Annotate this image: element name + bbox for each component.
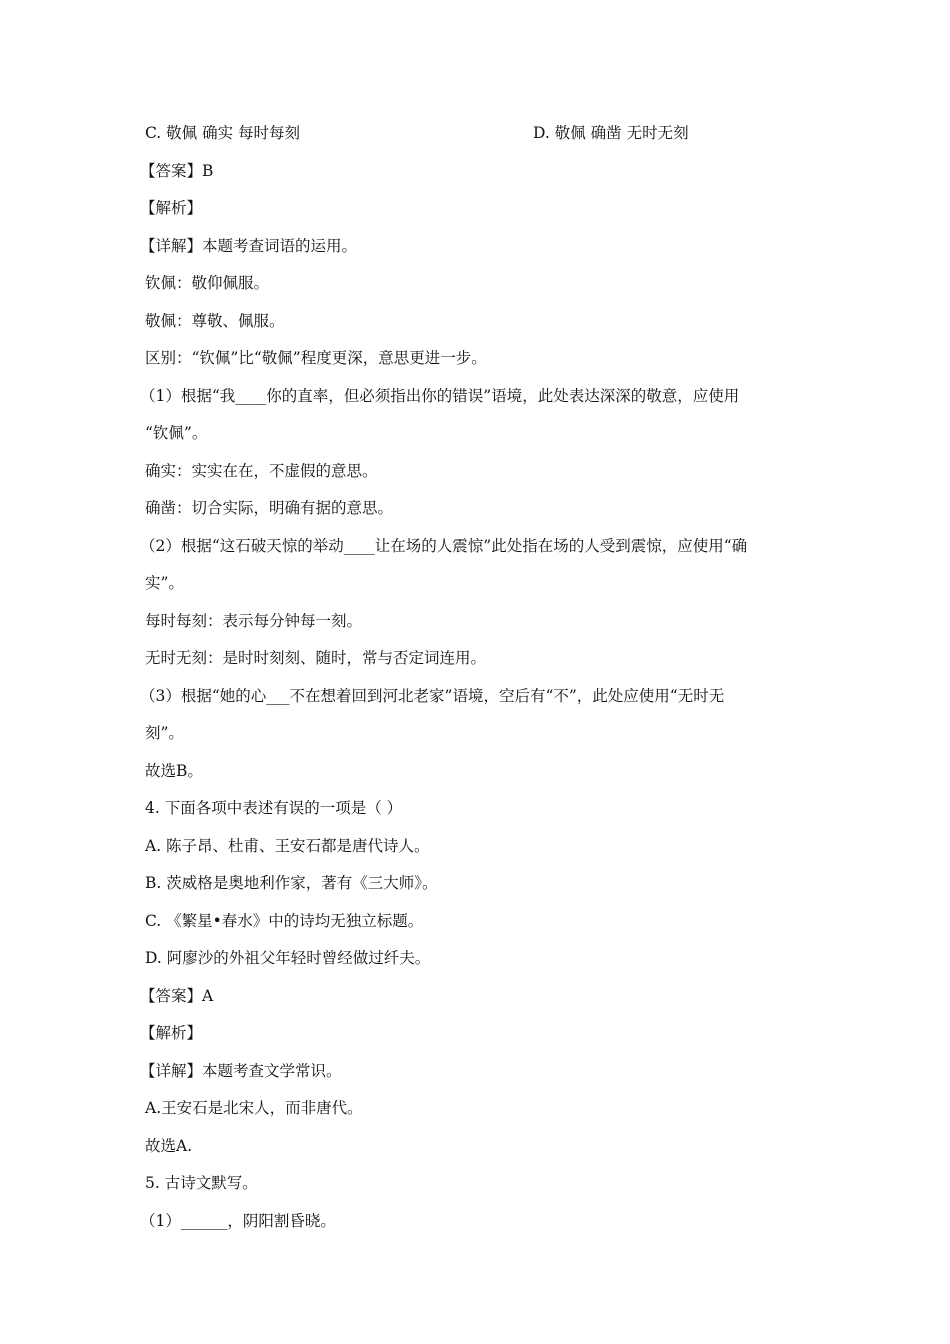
q3-answer: 【答案】B (140, 162, 214, 180)
q3-line: 区别：“钦佩”比“敬佩”程度更深，意思更进一步。 (145, 349, 487, 367)
q3-line: 确实：实实在在，不虚假的意思。 (145, 462, 378, 480)
q4-option-d: D. 阿廖沙的外祖父年轻时曾经做过纤夫。 (145, 949, 431, 967)
q4-conclusion: 故选A. (145, 1137, 193, 1155)
q3-line: （2）根据“这石破天惊的举动____让在场的人震惊”此处指在场的人受到震惊，应使用“确 (140, 537, 748, 555)
q3-analysis-label: 【解析】 (140, 199, 203, 217)
q4-option-a: A. 陈子昂、杜甫、王安石都是唐代诗人。 (145, 837, 430, 855)
q4-analysis-label: 【解析】 (140, 1024, 203, 1042)
q3-line: 敬佩：尊敬、佩服。 (145, 312, 285, 330)
q3-option-d: D. 敬佩 确凿 无时无刻 (533, 124, 689, 142)
q4-option-c: C. 《繁星•春水》中的诗均无独立标题。 (145, 912, 424, 930)
q4-option-b: B. 茨威格是奥地利作家，著有《三大师》。 (145, 874, 438, 892)
q3-line: 钦佩：敬仰佩服。 (145, 274, 270, 292)
q3-line: （3）根据“她的心___不在想着回到河北老家”语境，空后有“不”，此处应使用“无时无 (140, 687, 725, 705)
q4-answer: 【答案】A (140, 987, 214, 1005)
q4-explain: A.王安石是北宋人，而非唐代。 (145, 1099, 363, 1117)
q3-line: （1）根据“我____你的直率，但必须指出你的错误”语境，此处表达深深的敬意，应使用 (140, 387, 740, 405)
q3-line: 实”。 (145, 574, 184, 592)
q3-line: 无时无刻：是时时刻刻、随时，常与否定词连用。 (145, 649, 487, 667)
q3-line: 刻”。 (145, 724, 184, 742)
q3-option-c: C. 敬佩 确实 每时每刻 (145, 124, 301, 142)
q3-detail: 【详解】本题考查词语的运用。 (140, 237, 358, 255)
q4-detail: 【详解】本题考查文学常识。 (140, 1062, 342, 1080)
q3-line: 确凿：切合实际，明确有据的意思。 (145, 499, 394, 517)
q3-line: 每时每刻：表示每分钟每一刻。 (145, 612, 363, 630)
q5-item-1: （1）______，阴阳割昏晓。 (140, 1212, 336, 1230)
q3-line: 故选B。 (145, 762, 203, 780)
q5-stem: 5. 古诗文默写。 (145, 1174, 258, 1192)
q4-stem: 4. 下面各项中表述有误的一项是（ ） (145, 799, 403, 817)
q3-line: “钦佩”。 (145, 424, 208, 442)
